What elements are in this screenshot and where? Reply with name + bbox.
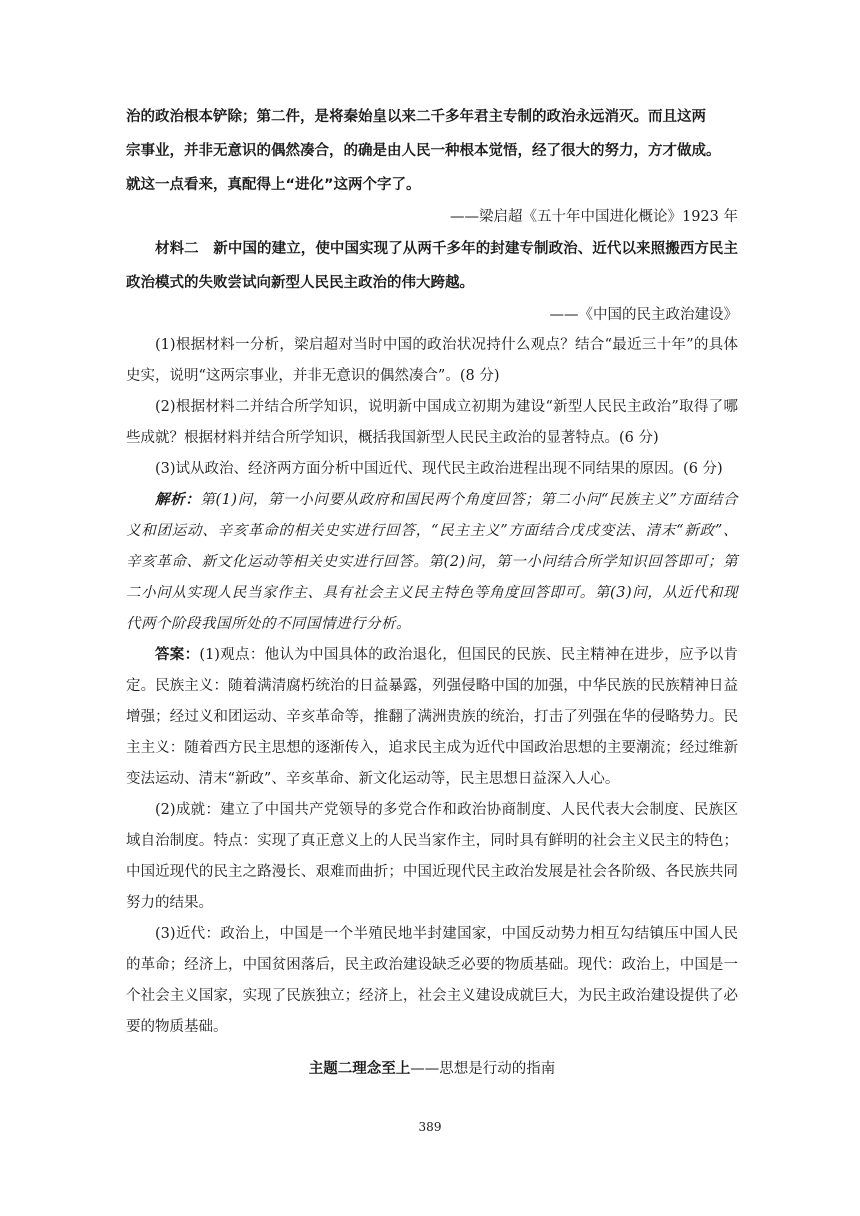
section-title-bold: 主题二理念至上 — [308, 1061, 411, 1077]
material-one-source: ——梁启超《五十年中国进化概论》1923 年 — [449, 209, 738, 225]
question-3: (3)试从政治、经济两方面分析中国近代、现代民主政治进程出现不同结果的原因。(6 分) — [155, 461, 723, 477]
question-2: (2)根据材料二并结合所学知识，说明新中国成立初期为建设“新型人民民主政治”取得了哪些成就？根据材料并结合所学知识，概括我国新型人民民主政治的显著特点。(6 分) — [126, 399, 738, 446]
answer-text-1: (1)观点：他认为中国具体的政治退化，但国民的民族、民主精神在进步，应予以肯定。民族主义：随着满清腐朽统治的日益暴露，列强侵略中国的加强，中华民族的民族精神日益增强；经过义和团运动、辛亥革命等，推翻了满洲贵族的统治，打击了列强在华的侵略势力。民主主义：随着西方民主思想的逐渐传入，追求民主成为近代中国政治思想的主要潮流；经过维新变法运动、清末“新政”、辛亥革命、新文化运动等，民主思想日益深入人心。 — [126, 647, 738, 787]
material-one-line: 治的政治根本铲除；第二件，是将秦始皇以来二千多年君主专制的政治永远消灭。而且这两 — [126, 109, 706, 125]
page-number: 389 — [418, 1120, 442, 1134]
material-two-excerpt — [126, 232, 738, 330]
material-one-line: 就这一点看来，真配得上“进化”这两个字了。 — [126, 177, 421, 193]
document-page — [126, 100, 738, 1085]
material-one-excerpt — [126, 100, 738, 232]
analysis-paragraph — [126, 485, 738, 640]
material-two-text: 材料二 新中国的建立，使中国实现了从两千多年的封建专制政治、近代以来照搬西方民主政治模式的失败尝试向新型人民民主政治的伟大跨越。 — [126, 241, 738, 291]
answer-paragraph-2: (2)成就：建立了中国共产党领导的多党合作和政治协商制度、人民代表大会制度、民族区域自治制度。特点：实现了真正意义上的人民当家作主，同时具有鲜明的社会主义民主的特色；中国近现代的民主之路漫长、艰难而曲折；中国近现代民主政治发展是社会各阶级、各民族共同努力的结果。 — [126, 802, 738, 911]
section-title — [126, 1053, 738, 1085]
questions — [126, 330, 738, 485]
answer-paragraph-3: (3)近代：政治上，中国是一个半殖民地半封建国家，中国反动势力相互勾结镇压中国人民的革命；经济上，中国贫困落后，民主政治建设缺乏必要的物质基础。现代：政治上，中国是一个社会主义国家，实现了民族独立；经济上，社会主义建设成就巨大，为民主政治建设提供了必要的物质基础。 — [126, 926, 738, 1035]
analysis-label: 解析： — [155, 492, 201, 508]
question-1: (1)根据材料一分析，梁启超对当时中国的政治状况持什么观点？结合“最近三十年”的具体史实，说明“这两宗事业，并非无意识的偶然凑合”。(8 分) — [126, 337, 738, 384]
answer-paragraph-1 — [126, 640, 738, 795]
analysis-text: 第(1)问，第一小问要从政府和国民两个角度回答；第二小问“民族主义”方面结合义和团运动、辛亥革命的相关史实进行回答，“民主主义”方面结合戊戌变法、清末“新政”、辛亥革命、新文化运动等相关史实进行回答。第(2)问，第一小问结合所学知识回答即可；第二小问从实现人民当家作主、具有社会主义民主特色等角度回答即可。第(3)问，从近代和现代两个阶段我国所处的不同国情进行分析。 — [126, 492, 738, 632]
answer-label: 答案： — [155, 647, 200, 663]
section-title-rest: ——思想是行动的指南 — [410, 1061, 556, 1077]
material-one-line: 宗事业，并非无意识的偶然凑合，的确是由人民一种根本觉悟，经了很大的努力，方才做成。 — [126, 143, 721, 159]
material-two-source: ——《中国的民主政治建设》 — [549, 307, 738, 323]
